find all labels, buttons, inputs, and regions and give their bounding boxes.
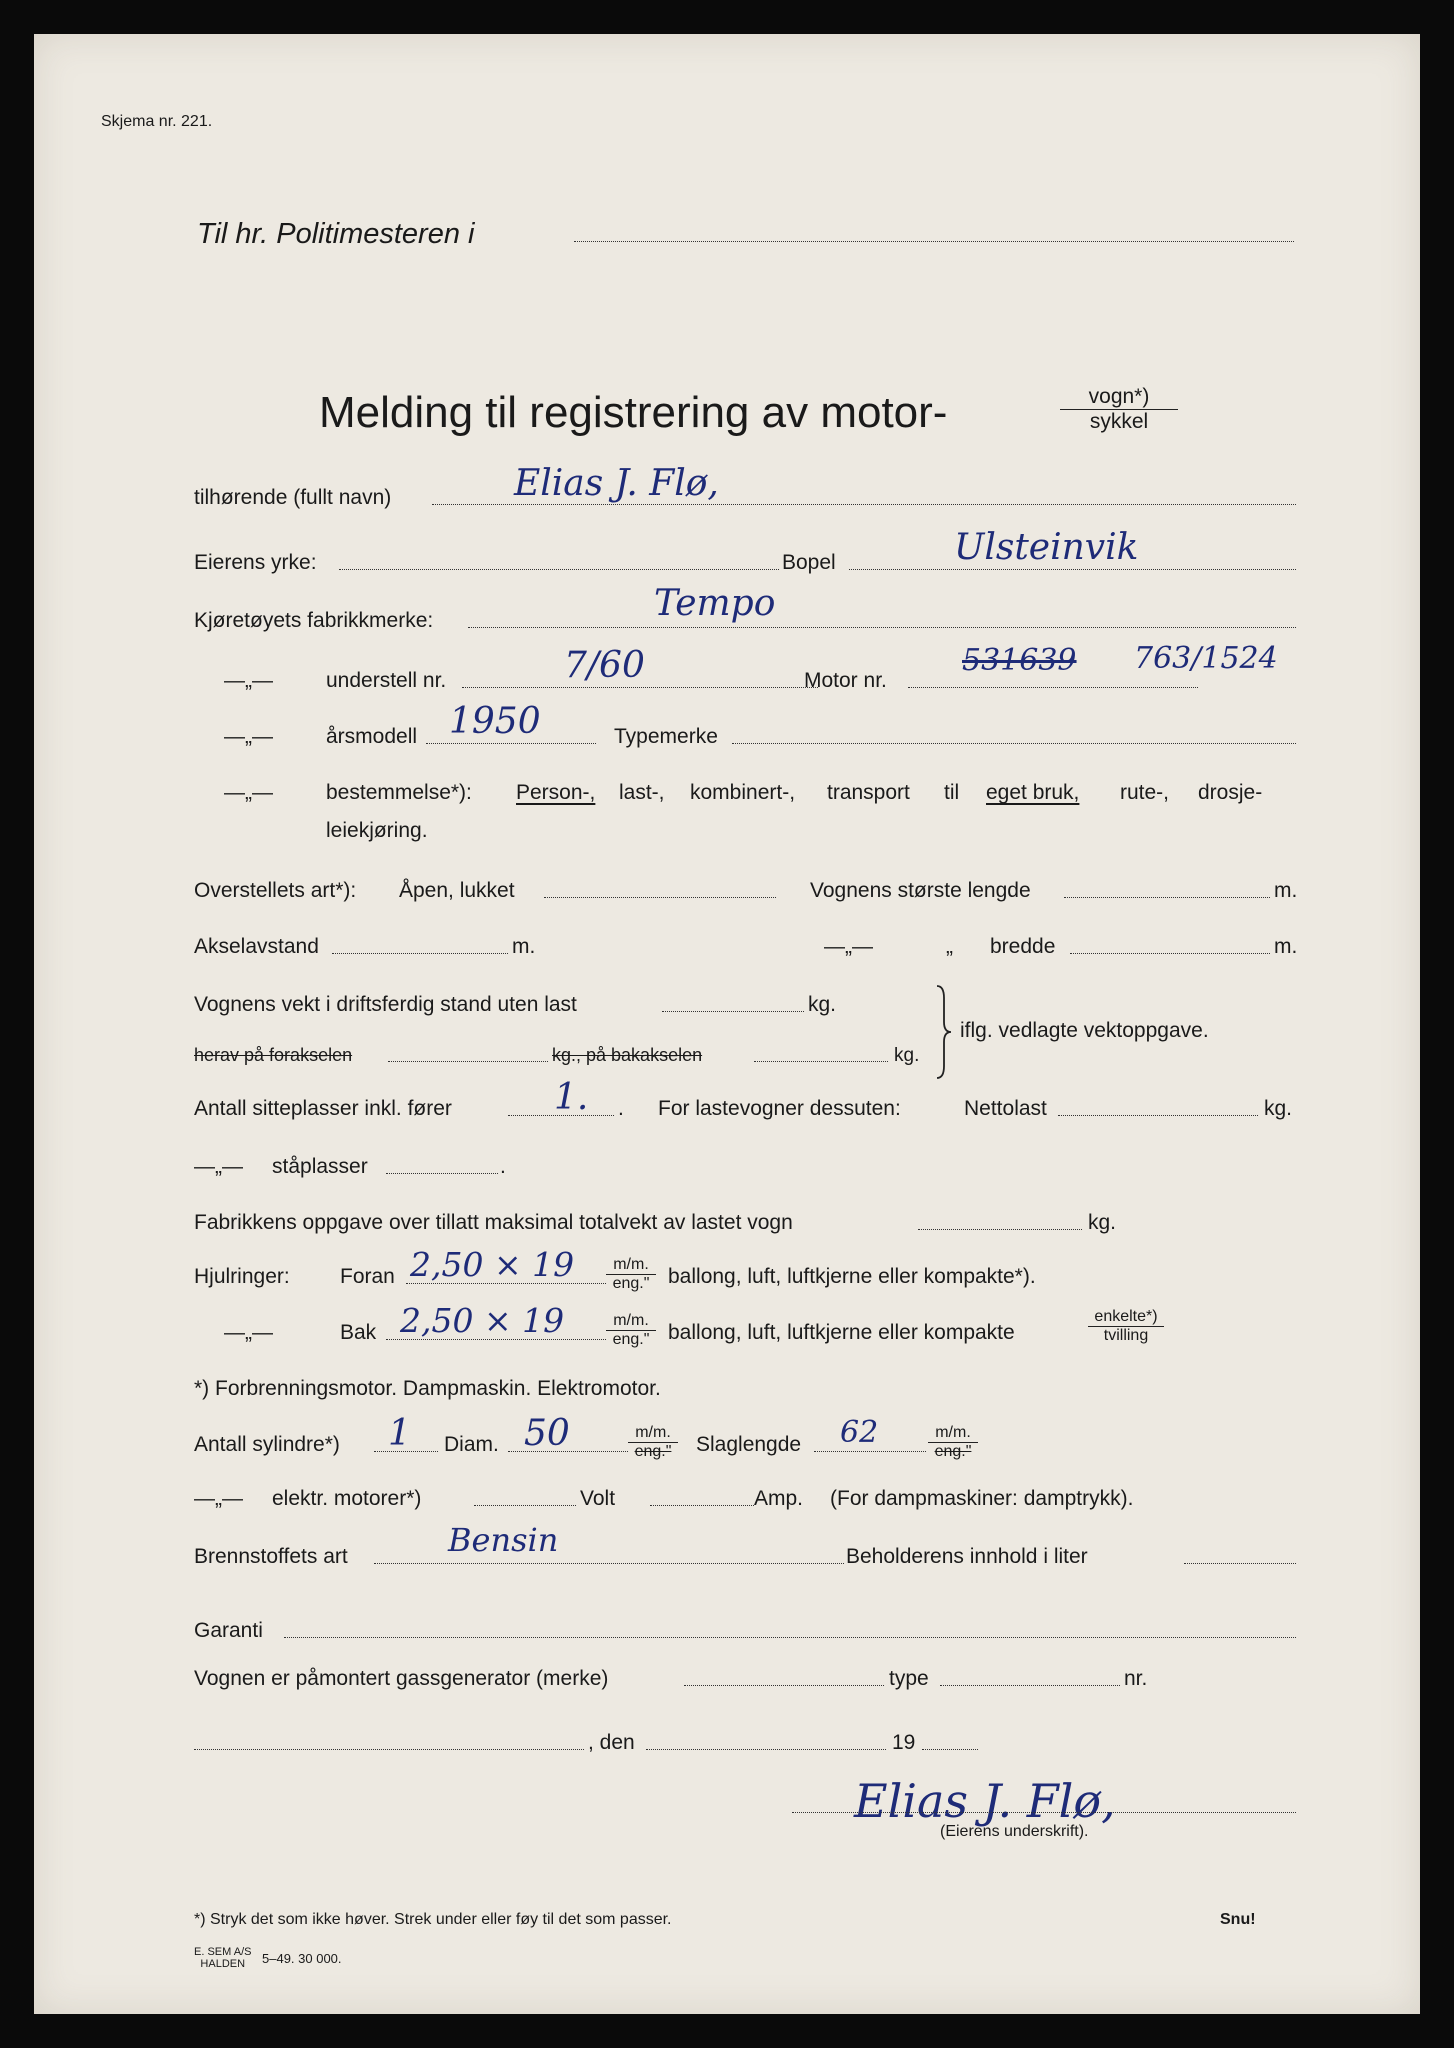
net-load-label: Nettolast — [964, 1097, 1047, 1120]
purpose-transport: transport — [827, 781, 910, 804]
net-load-unit: kg. — [1264, 1097, 1293, 1120]
width-field[interactable] — [1070, 953, 1270, 954]
chassis-field[interactable] — [462, 687, 818, 688]
standing-label: ståplasser — [272, 1155, 368, 1178]
weight-unit: kg. — [808, 993, 837, 1016]
gas-generator-field[interactable] — [684, 1685, 884, 1686]
chassis-label: understell nr. — [326, 669, 447, 692]
dash-chassis: —„— — [224, 669, 273, 692]
tank-field[interactable] — [1184, 1563, 1296, 1564]
model-year-label: årsmodell — [326, 725, 418, 748]
occupation-field[interactable] — [339, 569, 779, 570]
electric-label: elektr. motorer*) — [272, 1487, 422, 1510]
diam-unit — [628, 1424, 678, 1462]
purpose-eget-bruk: eget bruk, — [986, 781, 1080, 804]
wheels-front-value: 2,50 × 19 — [410, 1245, 575, 1284]
purpose-kombinert: kombinert-, — [690, 781, 796, 804]
steam-note: (For dampmaskiner: damptrykk). — [830, 1487, 1134, 1510]
width-quote: „ — [946, 935, 953, 958]
purpose-drosje: drosje- — [1198, 781, 1263, 804]
fuel-field[interactable] — [374, 1563, 844, 1564]
diam-unit-mm: m/m. — [628, 1424, 678, 1443]
net-load-field[interactable] — [1058, 1115, 1258, 1116]
wheelbase-unit: m. — [512, 935, 536, 958]
max-length-label: Vognens største lengde — [810, 879, 1031, 902]
diam-label: Diam. — [444, 1433, 499, 1456]
weight-brace-note: iflg. vedlagte vektoppgave. — [960, 1019, 1209, 1042]
standing-field[interactable] — [386, 1173, 498, 1174]
wheels-rear-frac-enkelte: enkelte*) — [1088, 1308, 1164, 1327]
dash-purpose: —„— — [224, 781, 273, 804]
stroke-value: 62 — [840, 1415, 879, 1450]
signature-field[interactable] — [792, 1812, 1296, 1813]
wheels-rear-fraction — [1088, 1308, 1164, 1346]
seats-value: 1. — [554, 1077, 589, 1118]
stroke-unit-mm: m/m. — [928, 1424, 978, 1443]
cylinders-label: Antall sylindre*) — [194, 1433, 340, 1456]
guarantee-field[interactable] — [284, 1637, 1296, 1638]
purpose-last: last-, — [619, 781, 665, 804]
width-unit: m. — [1274, 935, 1298, 958]
weight-field[interactable] — [662, 1011, 804, 1012]
purpose-person: Person-, — [516, 781, 596, 804]
front-axle-label: herav på forakselen — [194, 1045, 353, 1065]
max-length-field[interactable] — [1064, 897, 1270, 898]
weight-brace-icon — [934, 984, 954, 1080]
printer-mark — [194, 1946, 251, 1970]
gas-type-label: type — [889, 1667, 929, 1690]
wheels-front-label: Foran — [340, 1265, 395, 1288]
year-label: 19 — [892, 1731, 916, 1754]
dash-width: —„— — [824, 935, 873, 958]
body-field[interactable] — [544, 897, 776, 898]
volt-label: Volt — [580, 1487, 616, 1510]
turn-over: Snu! — [1220, 1911, 1256, 1928]
form-sheet — [34, 34, 1420, 2014]
guarantee-label: Garanti — [194, 1619, 263, 1642]
addressee-field[interactable] — [574, 241, 1294, 242]
residence-value: Ulsteinvik — [954, 527, 1139, 568]
stroke-field[interactable] — [814, 1451, 926, 1452]
purpose-rute: rute-, — [1120, 781, 1170, 804]
den-label: , den — [588, 1731, 635, 1754]
wheels-rear-value: 2,50 × 19 — [400, 1301, 565, 1340]
wheels-rear-frac-tvilling: tvilling — [1103, 1327, 1149, 1345]
wheels-label: Hjulringer: — [194, 1265, 290, 1288]
rear-axle-field[interactable] — [754, 1061, 888, 1062]
date-field[interactable] — [646, 1749, 886, 1750]
body-options: Åpen, lukket — [399, 879, 515, 902]
wheels-rear-types: ballong, luft, luftkjerne eller kompakte — [668, 1321, 1015, 1344]
make-label: Kjøretøyets fabrikkmerke: — [194, 609, 434, 632]
wheels-rear-unit — [606, 1312, 656, 1350]
make-value: Tempo — [654, 583, 776, 624]
addressee-label: Til hr. Politimesteren i — [197, 218, 475, 250]
seats-label: Antall sitteplasser inkl. fører — [194, 1097, 452, 1120]
max-weight-label: Fabrikkens oppgave over tillatt maksimal totalvekt av lastet vogn — [194, 1211, 793, 1234]
model-year-field[interactable] — [426, 743, 596, 744]
chassis-value: 7/60 — [564, 645, 645, 686]
wheelbase-field[interactable] — [332, 953, 508, 954]
lorry-label: For lastevogner dessuten: — [658, 1097, 901, 1120]
make-field[interactable] — [468, 627, 1296, 628]
purpose-label: bestemmelse*): — [326, 781, 472, 804]
owner-value: Elias J. Flø, — [514, 463, 719, 504]
title-frac-sykkel: sykkel — [1089, 410, 1149, 434]
electric-count-field[interactable] — [474, 1505, 576, 1506]
stroke-unit-eng: eng." — [934, 1443, 972, 1461]
seats-suffix: . — [618, 1097, 624, 1120]
fuel-label: Brennstoffets art — [194, 1545, 348, 1568]
dash-year: —„— — [224, 725, 273, 748]
title-frac-vogn: vogn*) — [1060, 385, 1178, 410]
max-weight-unit: kg. — [1088, 1211, 1117, 1234]
cylinders-value: 1 — [388, 1413, 411, 1454]
form-title: Melding til registrering av motor- — [319, 388, 948, 437]
wheels-rear-label: Bak — [340, 1321, 377, 1344]
standing-suffix: . — [500, 1155, 506, 1178]
wheels-front-unit-mm: m/m. — [606, 1256, 656, 1275]
max-length-unit: m. — [1274, 879, 1298, 902]
stroke-label: Slaglengde — [696, 1433, 802, 1456]
residence-label: Bopel — [782, 551, 836, 574]
year-field[interactable] — [922, 1749, 978, 1750]
engine-struck-value: 531639 — [962, 643, 1077, 678]
diam-unit-eng: eng." — [634, 1443, 672, 1461]
purpose-leiekjoring: leiekjøring. — [326, 819, 428, 842]
owner-label: tilhørende (fullt navn) — [194, 486, 392, 509]
dash-wheels-rear: —„— — [224, 1321, 273, 1344]
title-fraction — [1060, 385, 1178, 434]
dash-standing: —„— — [194, 1155, 243, 1178]
dash-electric: —„— — [194, 1487, 243, 1510]
wheels-front-unit-eng: eng." — [612, 1275, 650, 1293]
rear-axle-label: kg., på bakakselen — [552, 1045, 703, 1065]
stroke-unit — [928, 1424, 978, 1462]
front-axle-field[interactable] — [388, 1061, 548, 1062]
form-number: Skjema nr. 221. — [101, 113, 213, 130]
diam-value: 50 — [524, 1413, 570, 1454]
engine-label: Motor nr. — [804, 669, 887, 692]
type-mark-field[interactable] — [732, 743, 1296, 744]
signature-caption: (Eierens underskrift). — [940, 1823, 1089, 1840]
owner-signature: Elias J. Flø, — [854, 1774, 1116, 1828]
model-year-value: 1950 — [449, 701, 541, 742]
type-mark-label: Typemerke — [614, 725, 718, 748]
purpose-til: til — [944, 781, 960, 804]
wheels-front-types: ballong, luft, luftkjerne eller kompakte*). — [668, 1265, 1036, 1288]
occupation-label: Eierens yrke: — [194, 551, 317, 574]
body-label: Overstellets art*): — [194, 879, 357, 902]
engine-field[interactable] — [908, 687, 1198, 688]
residence-field[interactable] — [849, 569, 1296, 570]
printer-edition: 5–49. 30 000. — [262, 1951, 342, 1966]
weight-label: Vognens vekt i driftsferdig stand uten last — [194, 993, 577, 1016]
wheels-rear-unit-eng: eng." — [612, 1331, 650, 1349]
motor-types: *) Forbrenningsmotor. Dampmaskin. Elektromotor. — [194, 1377, 661, 1400]
fuel-value: Bensin — [448, 1521, 559, 1559]
footnote: *) Stryk det som ikke høver. Strek under eller føy til det som passer. — [194, 1911, 672, 1928]
gas-type-field[interactable] — [940, 1685, 1120, 1686]
width-label: bredde — [990, 935, 1056, 958]
engine-value: 763/1524 — [1134, 641, 1278, 676]
gas-generator-label: Vognen er påmontert gassgenerator (merke) — [194, 1667, 609, 1690]
max-weight-field[interactable] — [918, 1229, 1082, 1230]
place-field[interactable] — [194, 1749, 584, 1750]
amp-label: Amp. — [754, 1487, 804, 1510]
wheels-rear-unit-mm: m/m. — [606, 1312, 656, 1331]
wheelbase-label: Akselavstand — [194, 935, 319, 958]
wheels-front-unit — [606, 1256, 656, 1294]
owner-field[interactable] — [432, 504, 1296, 505]
volt-field[interactable] — [650, 1505, 754, 1506]
rear-axle-unit: kg. — [894, 1045, 920, 1066]
gas-nr-label: nr. — [1124, 1667, 1148, 1690]
printer-line-2: HALDEN — [200, 1958, 246, 1971]
printer-line-1: E. SEM A/S — [194, 1946, 252, 1958]
tank-label: Beholderens innhold i liter — [846, 1545, 1088, 1568]
